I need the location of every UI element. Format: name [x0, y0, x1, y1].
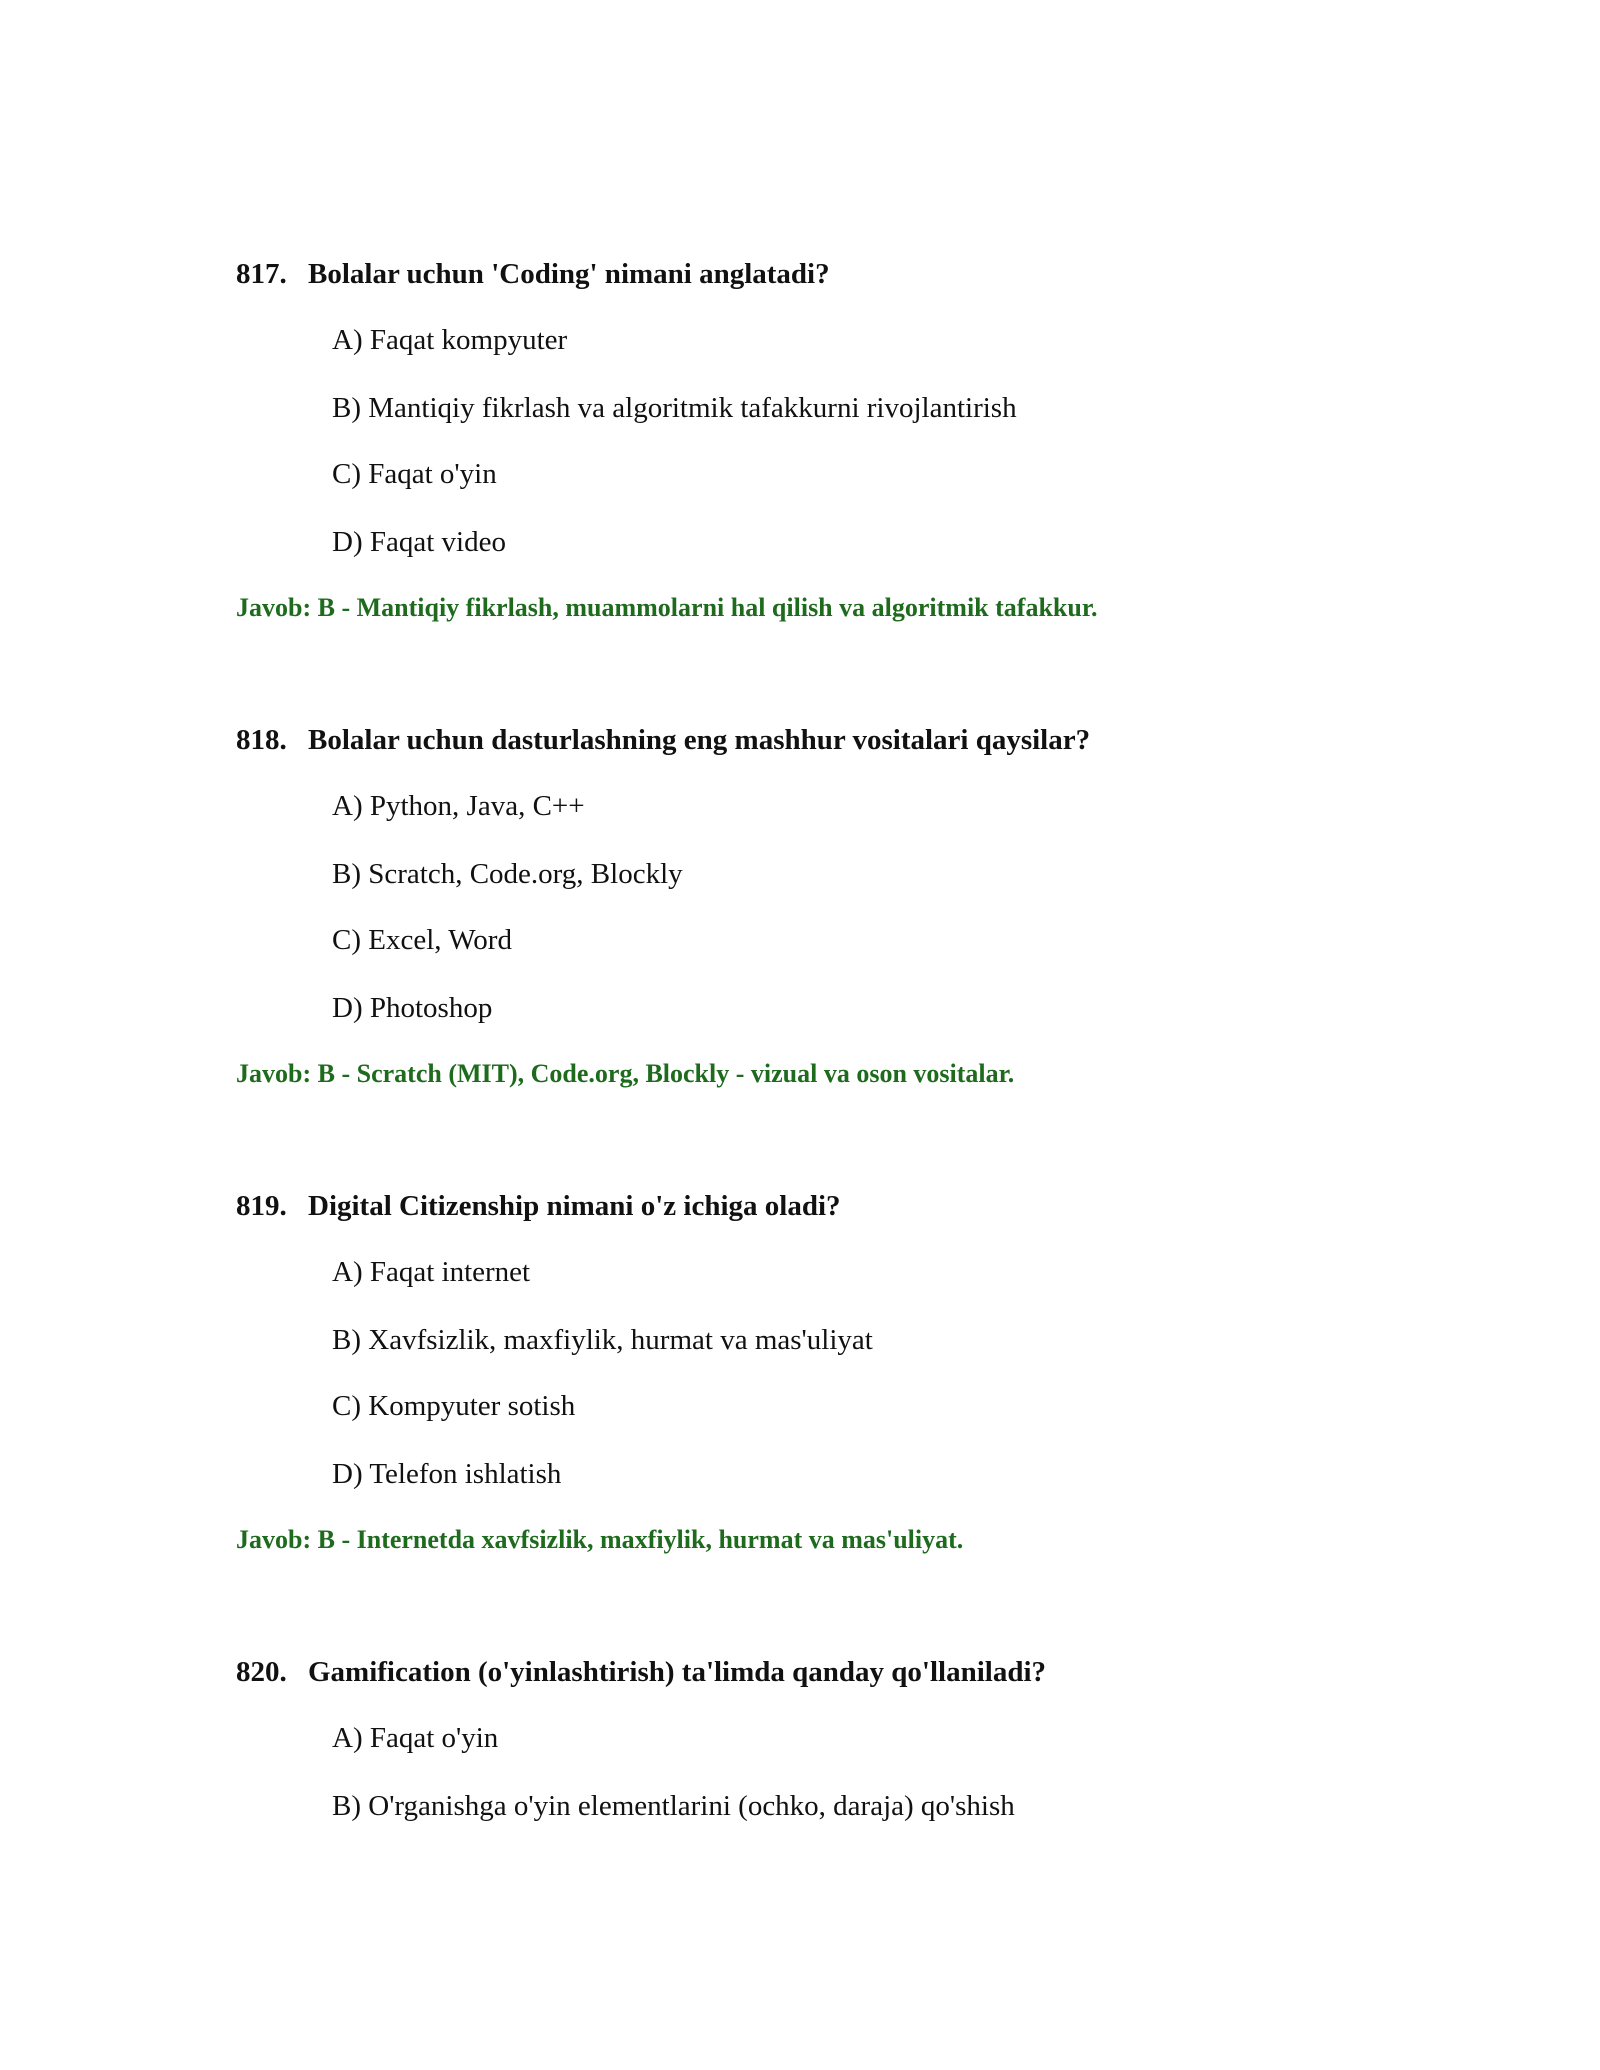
question-number: 817.	[236, 258, 287, 290]
question-text: Bolalar uchun dasturlashning eng mashhur vositalari qaysilar?	[308, 724, 1091, 756]
question-number: 819.	[236, 1190, 287, 1222]
option-b: B) O'rganishga o'yin elementlarini (ochko, daraja) qo'shish	[332, 1790, 1015, 1822]
option-b: B) Xavfsizlik, maxfiylik, hurmat va mas'uliyat	[332, 1324, 873, 1356]
option-a: A) Faqat o'yin	[332, 1722, 499, 1754]
question-title	[236, 256, 830, 292]
question-text: Gamification (o'yinlashtirish) ta'limda qanday qo'llaniladi?	[308, 1656, 1047, 1688]
option-a: A) Faqat kompyuter	[332, 324, 568, 356]
option-a: A) Faqat internet	[332, 1256, 531, 1288]
question-text: Bolalar uchun 'Coding' nimani anglatadi?	[308, 258, 830, 290]
option-b: B) Mantiqiy fikrlash va algoritmik tafakkurni rivojlantirish	[332, 392, 1017, 424]
option-c: C) Faqat o'yin	[332, 458, 497, 490]
question-text: Digital Citizenship nimani o'z ichiga oladi?	[308, 1190, 841, 1222]
answer-line: Javob: B - Mantiqiy fikrlash, muammolarni hal qilish va algoritmik tafakkur.	[236, 593, 1098, 622]
question-number: 820.	[236, 1656, 287, 1688]
question-title	[236, 722, 1090, 758]
option-b: B) Scratch, Code.org, Blockly	[332, 858, 683, 890]
option-a: A) Python, Java, C++	[332, 790, 585, 822]
question-number: 818.	[236, 724, 287, 756]
question-title	[236, 1654, 1046, 1690]
option-d: D) Telefon ishlatish	[332, 1458, 562, 1490]
option-c: C) Kompyuter sotish	[332, 1390, 576, 1422]
answer-line: Javob: B - Internetda xavfsizlik, maxfiylik, hurmat va mas'uliyat.	[236, 1525, 964, 1554]
option-c: C) Excel, Word	[332, 924, 512, 956]
option-d: D) Faqat video	[332, 526, 506, 558]
option-d: D) Photoshop	[332, 992, 493, 1024]
question-title	[236, 1188, 841, 1224]
answer-line: Javob: B - Scratch (MIT), Code.org, Blockly - vizual va oson vositalar.	[236, 1059, 1015, 1088]
